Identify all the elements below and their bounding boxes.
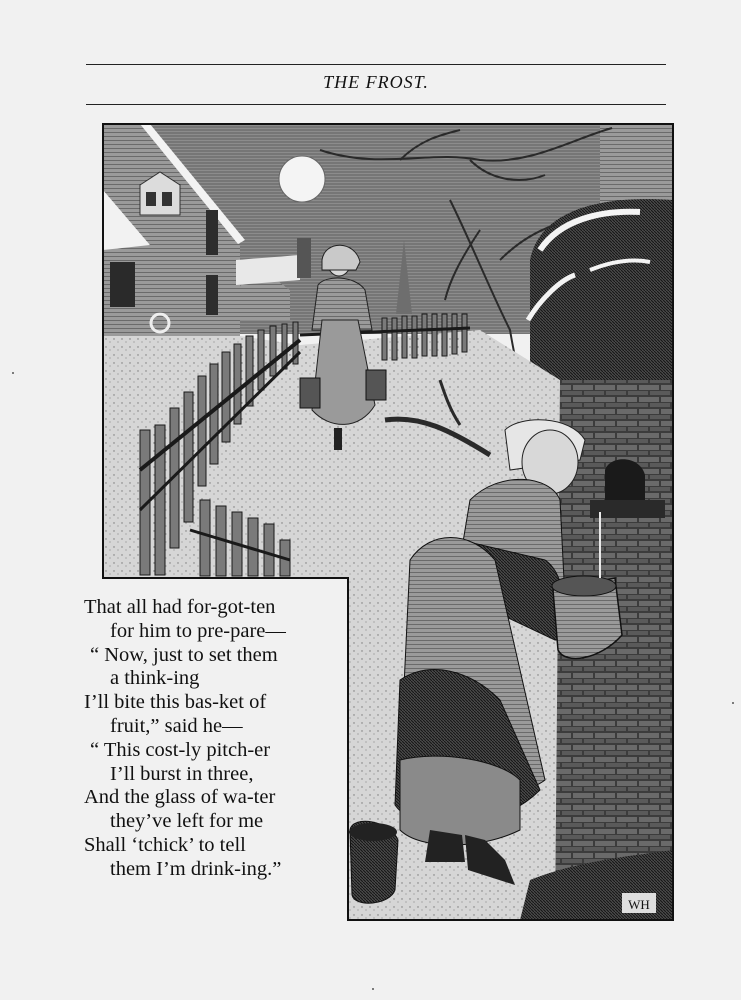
poem-line: That all had for-got-ten bbox=[84, 596, 276, 618]
poem-stanza bbox=[84, 596, 346, 882]
poem-line: for him to pre-pare— bbox=[110, 619, 286, 642]
moon-icon bbox=[279, 156, 325, 202]
running-head: THE FROST. bbox=[323, 72, 429, 92]
poem-line: And the glass of wa-ter bbox=[84, 786, 276, 809]
poem-line: them I’m drink-ing.” bbox=[110, 857, 282, 880]
poem-line: “ Now, just to set them bbox=[90, 643, 278, 666]
engraver-monogram bbox=[622, 893, 656, 913]
overturned-pitcher bbox=[349, 821, 398, 903]
paper-speck bbox=[372, 988, 374, 990]
poem-line: fruit,” said he— bbox=[110, 714, 243, 737]
poem-line: I’ll burst in three, bbox=[110, 762, 254, 785]
poem-line: Shall ‘tchick’ to tell bbox=[84, 833, 246, 856]
poem-line: I’ll bite this bas-ket of bbox=[84, 691, 267, 714]
poem-line: they’ve left for me bbox=[110, 810, 264, 833]
poem-line: “ This cost-ly pitch-er bbox=[90, 738, 271, 761]
svg-text:WH: WH bbox=[628, 897, 650, 912]
paper-speck bbox=[732, 702, 734, 704]
poem-line: a think-ing bbox=[110, 667, 200, 690]
paper-speck bbox=[12, 372, 14, 374]
